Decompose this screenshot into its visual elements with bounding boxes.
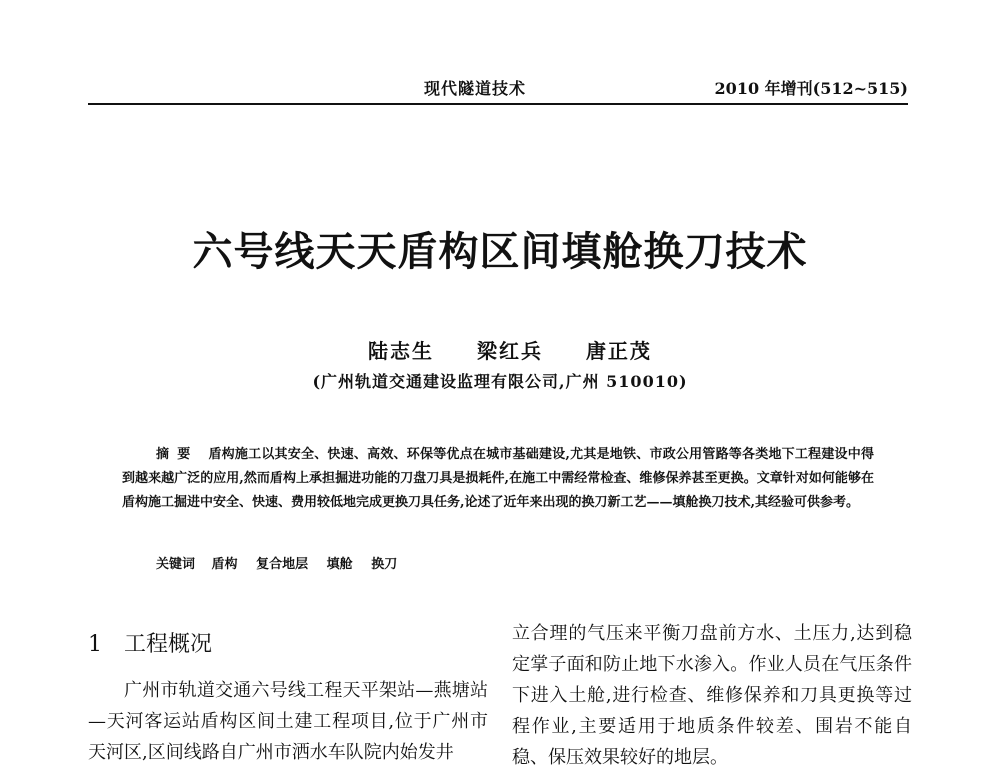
- author-name: 陆志生: [368, 339, 434, 363]
- header-rule: [88, 103, 908, 105]
- keyword: 换刀: [371, 557, 398, 572]
- paper-title: 六号线天天盾构区间填舱换刀技术: [192, 228, 808, 275]
- keywords-label: 关键词: [156, 557, 196, 572]
- author-list: [368, 335, 674, 364]
- abstract-label: 摘要: [156, 447, 199, 462]
- right-column: [512, 618, 912, 773]
- author-name: 唐正茂: [585, 339, 652, 363]
- running-header: [88, 76, 908, 102]
- keyword: 复合地层: [256, 557, 309, 572]
- issue-info: 2010 年增刊(512~515): [714, 79, 908, 98]
- author-name: 梁红兵: [476, 339, 543, 363]
- body-paragraph: 广州市轨道交通六号线工程天平架站—燕塘站—天河客运站盾构区间土建工程项目,位于广州市天河区,区间线路自广州市洒水车队院内始发井: [88, 680, 488, 763]
- section-number: 1: [88, 632, 102, 657]
- journal-name: 现代隧道技术: [424, 79, 527, 98]
- keyword: 盾构: [211, 557, 238, 572]
- keyword: 填舱: [326, 557, 353, 572]
- affiliation: (广州轨道交通建设监理有限公司,广州 510010): [312, 372, 688, 391]
- left-column: [88, 630, 488, 768]
- body-paragraph-continued: 立合理的气压来平衡刀盘前方水、土压力,达到稳定掌子面和防止地下水渗入。作业人员在气压条件下进入土舱,进行检查、维修保养和刀具更换等过程作业,主要适用于地质条件较差、围岩不能自稳、保压效果较好的地层。: [512, 623, 912, 768]
- section-title: 工程概况: [124, 632, 213, 657]
- abstract: [122, 443, 874, 515]
- section-heading: [88, 630, 488, 660]
- abstract-text: 盾构施工以其安全、快速、高效、环保等优点在城市基础建设,尤其是地铁、市政公用管路等各类地下工程建设中得到越来越广泛的应用,然而盾构上承担掘进功能的刀盘刀具是损耗件,在施工中需经常检查、维修保养甚至更换。文章针对如何能够在盾构施工掘进中安全、快速、费用较低地完成更换刀具任务,论述了近年来出现的换刀新工艺——填舱换刀技术,其经验可供参考。: [122, 447, 874, 510]
- keywords: [156, 553, 411, 572]
